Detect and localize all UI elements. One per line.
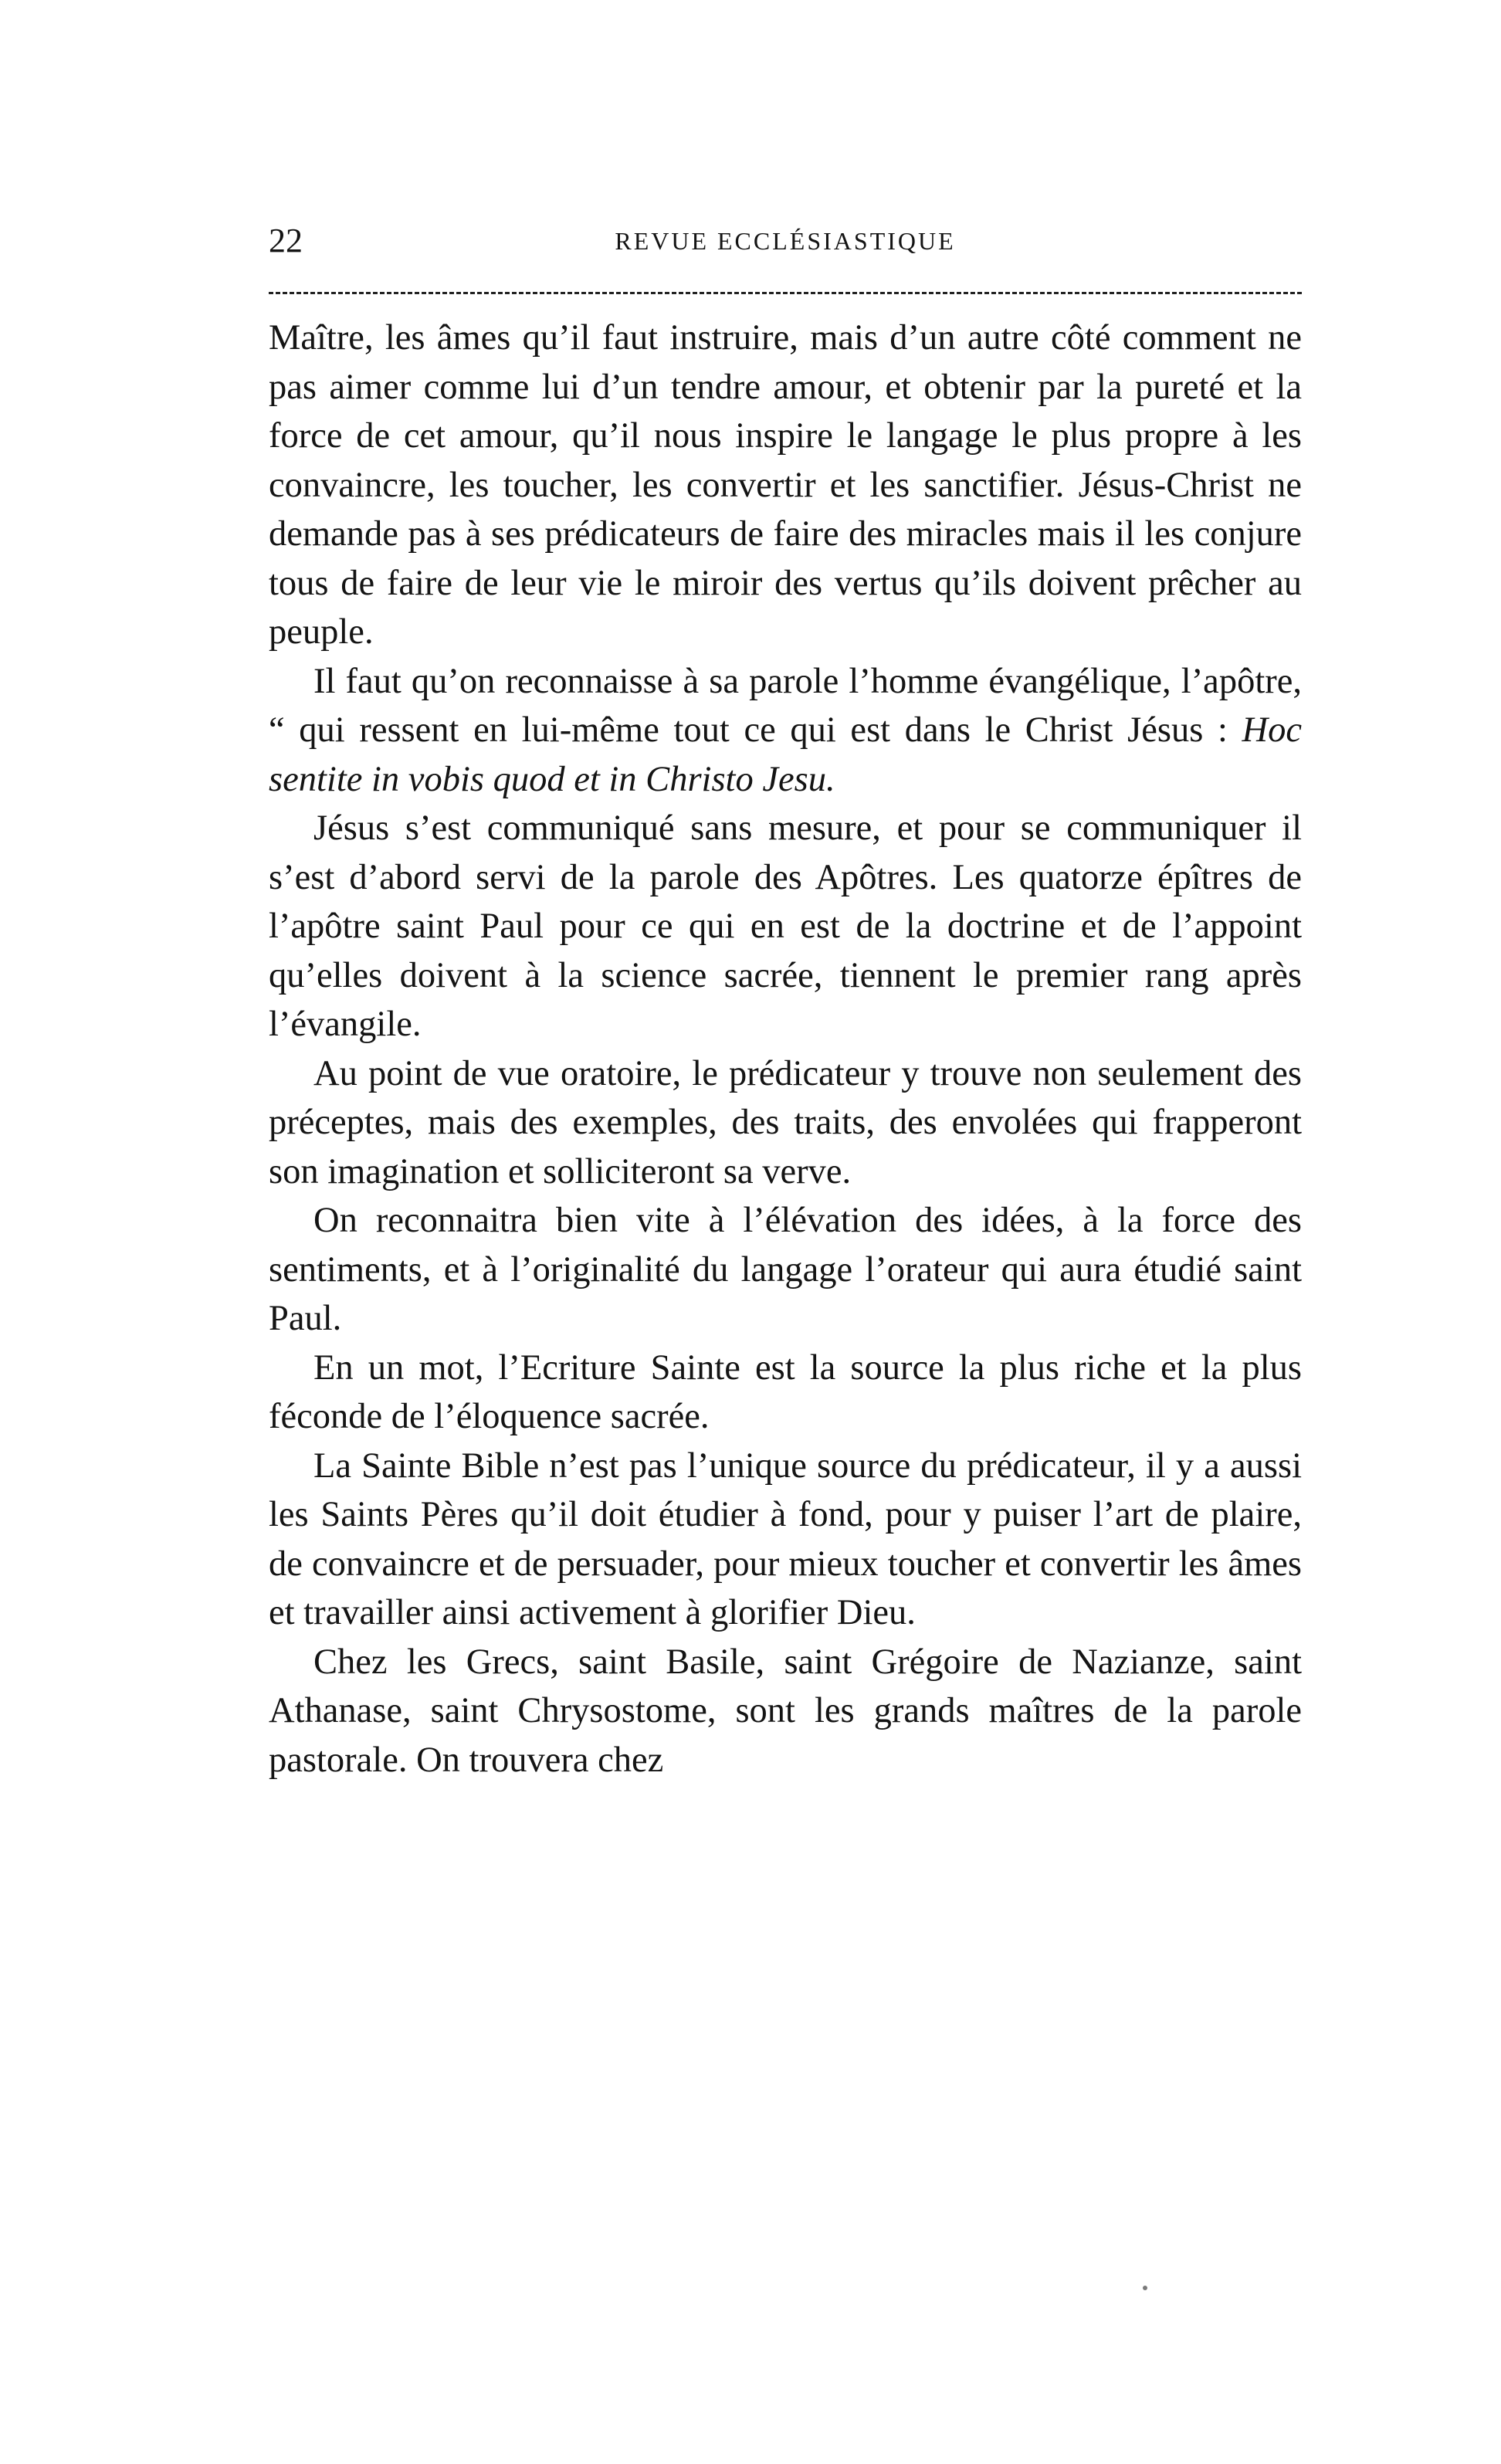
paragraph-continued: Maître, les âmes qu’il faut instruire, mais d’un autre côté comment ne pas aimer comme lui d’un tendre amour, et obtenir par la pureté et la force de cet amour, qu’il nous inspire le langage le plus propre à les convaincre, les toucher, les convertir et les sanctifier. Jésus-Christ ne demande pas à ses prédicateurs de faire des miracles mais il les conjure tous de faire de leur vie le miroir des vertus qu’ils doivent prêcher au peuple. — [269, 318, 1302, 652]
running-title: REVUE ECCLÉSIASTIQUE — [615, 227, 956, 255]
page-number: 22 — [269, 222, 303, 259]
paragraph — [269, 657, 1302, 805]
paragraph: En un mot, l’Ecriture Sainte est la source la plus riche et la plus féconde de l’éloquence sacrée. — [269, 1347, 1302, 1436]
paragraph-text: Il faut qu’on reconnaisse à sa parole l’homme évangélique, l’apôtre, “ qui ressent en lui-même tout ce qui est dans le Christ Jésus : — [269, 661, 1302, 750]
body-text — [269, 314, 1302, 1784]
paragraph: On reconnaitra bien vite à l’élévation des idées, à la force des sentiments, et à l’originalité du langage l’orateur qui aura étudié saint Paul. — [269, 1201, 1302, 1338]
paragraph: Chez les Grecs, saint Basile, saint Grégoire de Nazianze, saint Athanase, saint Chrysostome, sont les grands maîtres de la parole pastorale. On trouvera chez — [269, 1642, 1302, 1780]
paragraph: La Sainte Bible n’est pas l’unique source du prédicateur, il y a aussi les Saints Pères qu’il doit étudier à fond, pour y puiser l’art de plaire, de convaincre et de persuader, pour mieux toucher et convertir les âmes et travailler ainsi activement à glorifier Dieu. — [269, 1446, 1302, 1632]
latin-quotation: Hoc sentite in vobis quod et in Christo Jesu. — [269, 710, 1302, 799]
paper-speck — [1143, 2286, 1147, 2290]
header-rule — [269, 292, 1302, 294]
paragraph: Au point de vue oratoire, le prédicateur y trouve non seulement des préceptes, mais des exemples, des traits, des envolées qui frapperont son imagination et solliciteront sa verve. — [269, 1053, 1302, 1191]
paragraph: Jésus s’est communiqué sans mesure, et pour se communiquer il s’est d’abord servi de la parole des Apôtres. Les quatorze épîtres de l’apôtre saint Paul pour ce qui en est de la doctrine et de l’appoint qu’elles doivent à la science sacrée, tiennent le premier rang après l’évangile. — [269, 808, 1302, 1044]
page-header — [269, 218, 1302, 264]
